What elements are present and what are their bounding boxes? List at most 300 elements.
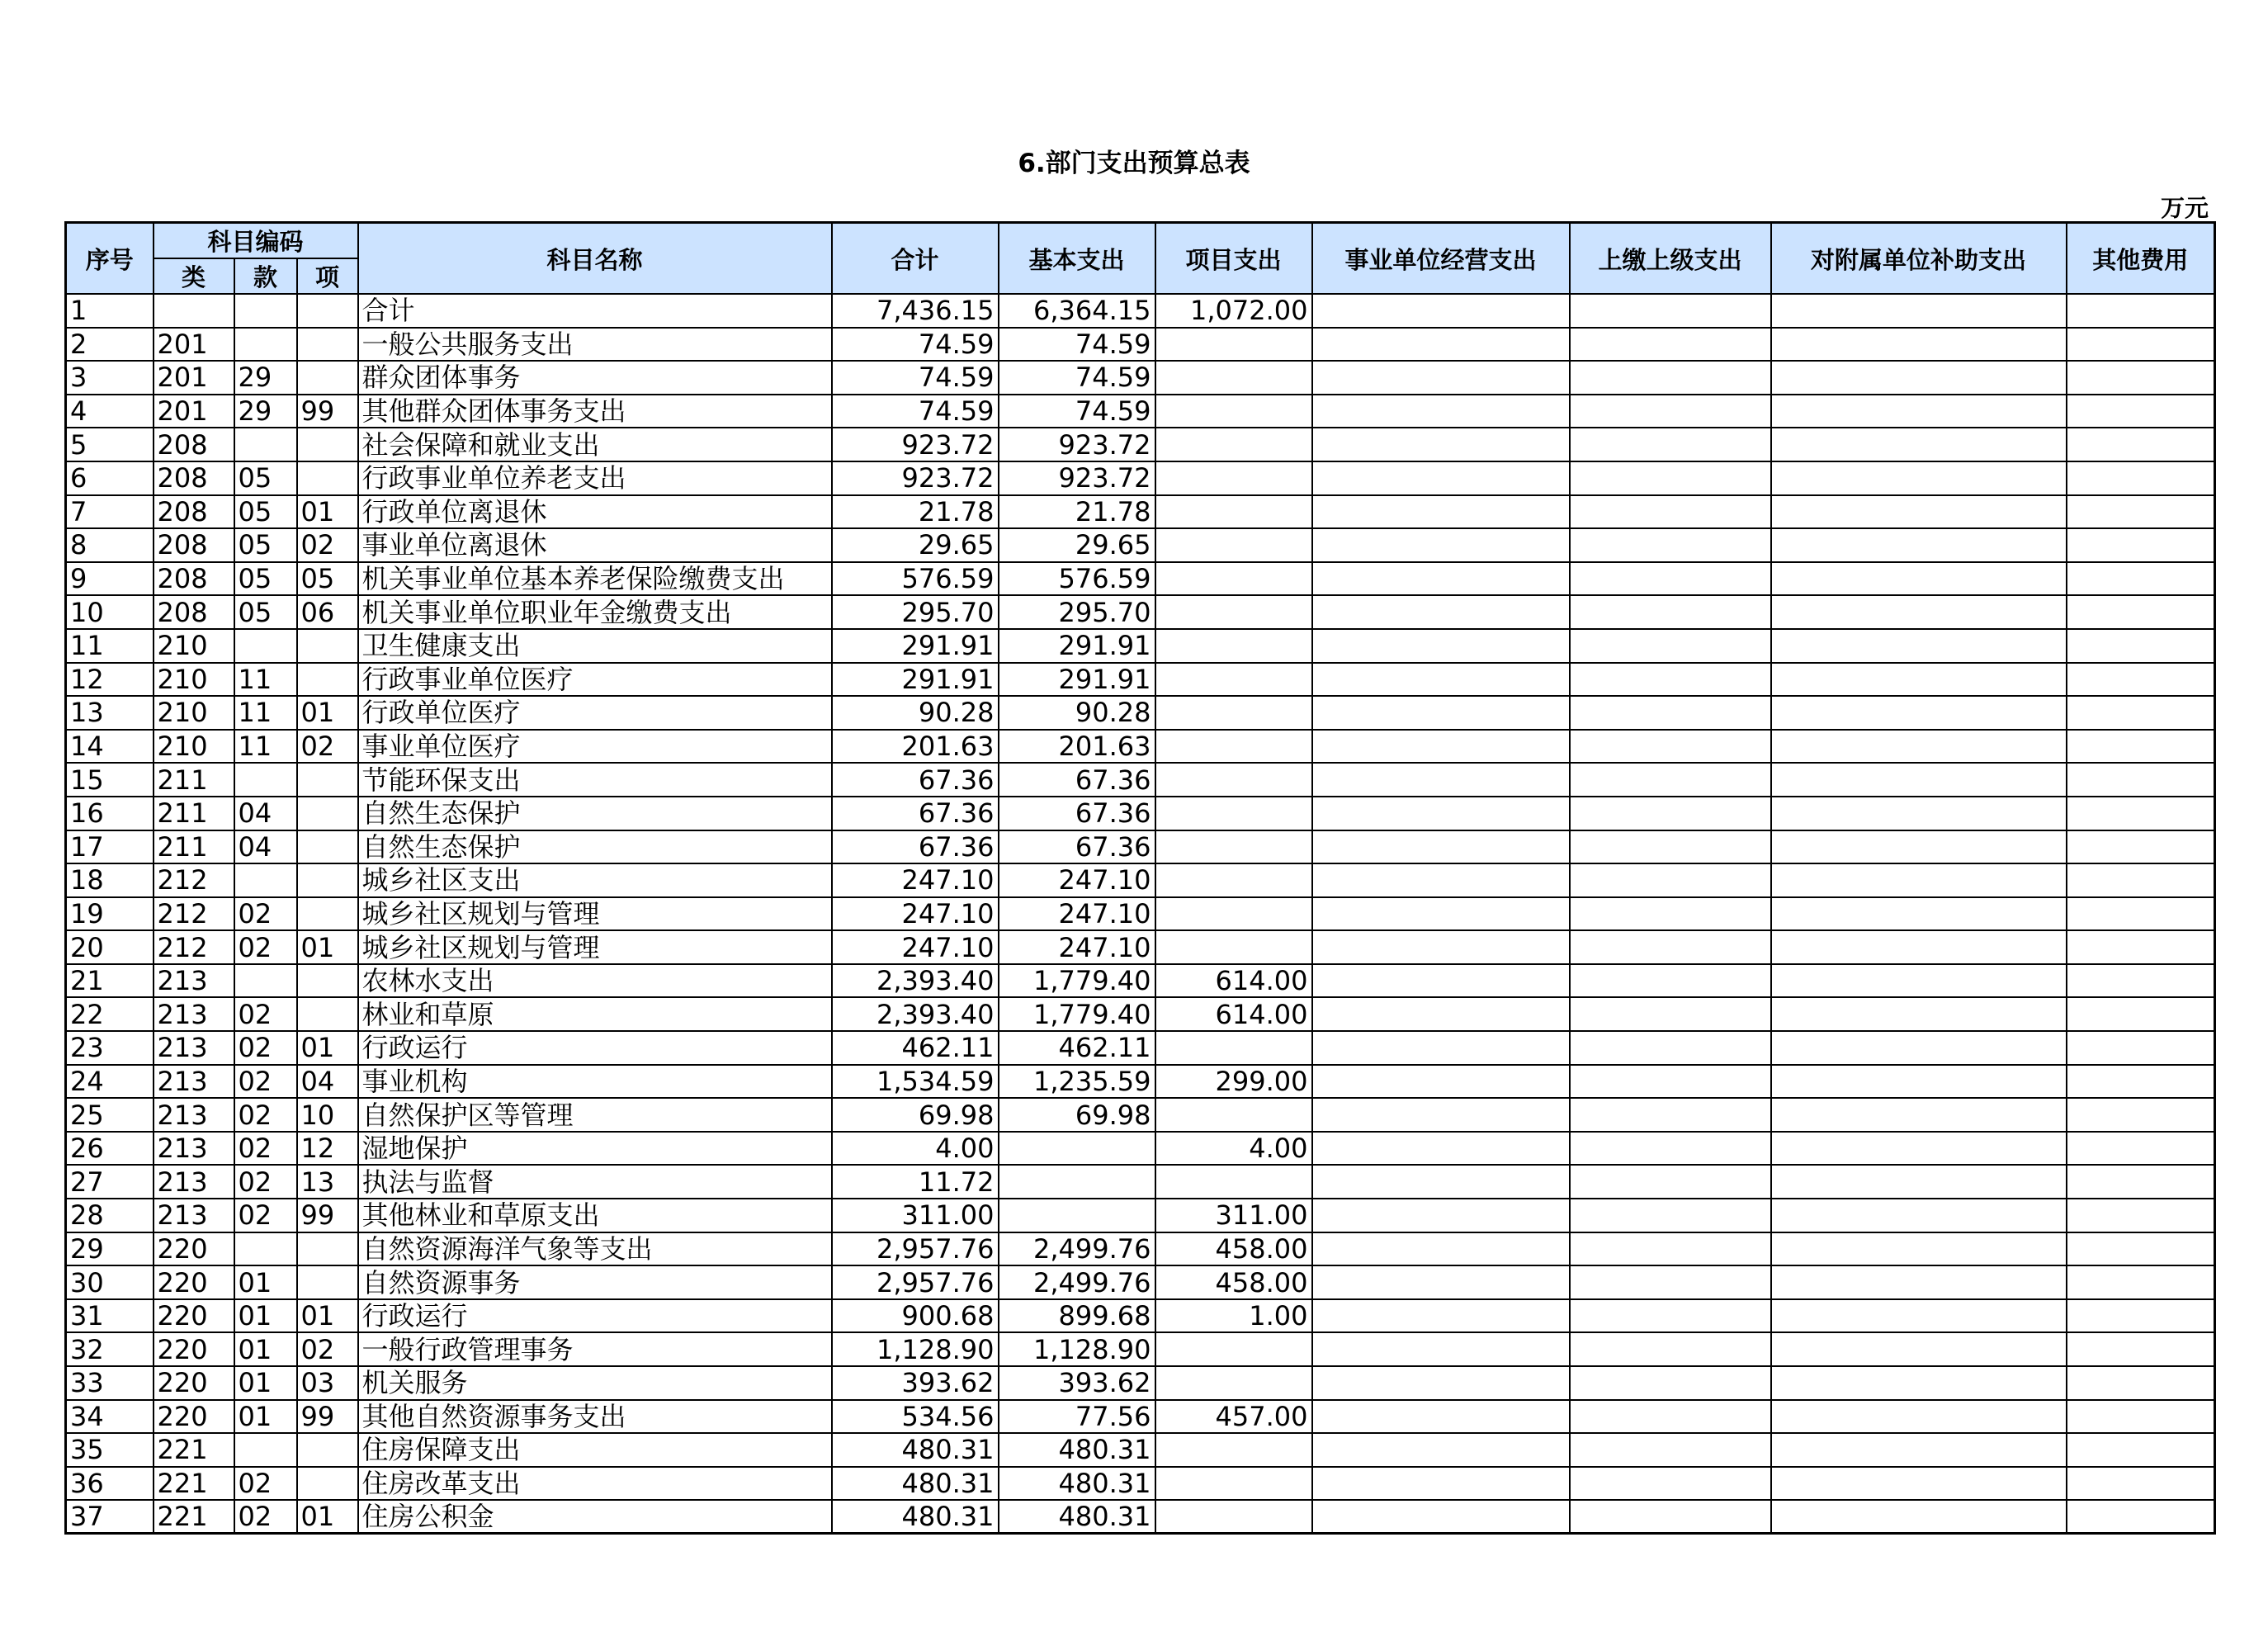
cell-lei: 220 bbox=[154, 1332, 234, 1366]
cell-subsidy bbox=[1771, 328, 2067, 362]
table-row bbox=[66, 1232, 2215, 1266]
cell-business bbox=[1312, 1433, 1570, 1467]
cell-seq: 2 bbox=[66, 328, 154, 362]
cell-subject-name: 行政事业单位医疗 bbox=[358, 663, 832, 697]
cell-lei: 208 bbox=[154, 495, 234, 529]
cell-seq: 9 bbox=[66, 562, 154, 596]
cell-kuan: 05 bbox=[234, 562, 297, 596]
cell-lei: 213 bbox=[154, 1199, 234, 1232]
cell-seq: 28 bbox=[66, 1199, 154, 1232]
cell-total: 2,957.76 bbox=[832, 1232, 999, 1266]
cell-business bbox=[1312, 1332, 1570, 1366]
cell-subsidy bbox=[1771, 1433, 2067, 1467]
cell-subject-name: 群众团体事务 bbox=[358, 361, 832, 395]
cell-lei: 210 bbox=[154, 663, 234, 697]
cell-other bbox=[2067, 294, 2215, 328]
cell-business bbox=[1312, 1500, 1570, 1534]
cell-lei: 213 bbox=[154, 1132, 234, 1166]
cell-subject-name: 行政单位离退休 bbox=[358, 495, 832, 529]
cell-lei: 210 bbox=[154, 696, 234, 730]
cell-basic: 295.70 bbox=[999, 595, 1155, 629]
cell-seq: 21 bbox=[66, 964, 154, 998]
table-row bbox=[66, 328, 2215, 362]
cell-total: 2,393.40 bbox=[832, 997, 999, 1031]
cell-total: 29.65 bbox=[832, 528, 999, 562]
cell-lei: 220 bbox=[154, 1400, 234, 1434]
cell-subject-name: 一般公共服务支出 bbox=[358, 328, 832, 362]
cell-basic: 480.31 bbox=[999, 1433, 1155, 1467]
cell-subject-name: 林业和草原 bbox=[358, 997, 832, 1031]
cell-project: 614.00 bbox=[1155, 997, 1312, 1031]
cell-subsidy bbox=[1771, 964, 2067, 998]
table-row bbox=[66, 1098, 2215, 1132]
cell-seq: 10 bbox=[66, 595, 154, 629]
cell-subsidy bbox=[1771, 1232, 2067, 1266]
cell-seq: 26 bbox=[66, 1132, 154, 1166]
cell-total: 4.00 bbox=[832, 1132, 999, 1166]
cell-total: 480.31 bbox=[832, 1500, 999, 1534]
cell-seq: 23 bbox=[66, 1031, 154, 1065]
cell-project bbox=[1155, 897, 1312, 931]
cell-upper bbox=[1570, 1098, 1771, 1132]
cell-xiang bbox=[297, 897, 358, 931]
cell-xiang bbox=[297, 997, 358, 1031]
cell-other bbox=[2067, 763, 2215, 797]
cell-other bbox=[2067, 797, 2215, 830]
cell-business bbox=[1312, 1065, 1570, 1099]
header-upper: 上缴上级支出 bbox=[1570, 223, 1771, 295]
cell-kuan: 01 bbox=[234, 1265, 297, 1299]
cell-business bbox=[1312, 997, 1570, 1031]
cell-basic: 1,128.90 bbox=[999, 1332, 1155, 1366]
cell-upper bbox=[1570, 294, 1771, 328]
cell-seq: 34 bbox=[66, 1400, 154, 1434]
cell-xiang: 01 bbox=[297, 495, 358, 529]
table-row bbox=[66, 1065, 2215, 1099]
cell-seq: 37 bbox=[66, 1500, 154, 1534]
cell-subsidy bbox=[1771, 1199, 2067, 1232]
cell-xiang: 03 bbox=[297, 1366, 358, 1400]
cell-lei: 221 bbox=[154, 1500, 234, 1534]
cell-kuan: 29 bbox=[234, 395, 297, 428]
cell-kuan: 01 bbox=[234, 1400, 297, 1434]
cell-kuan bbox=[234, 964, 297, 998]
cell-business bbox=[1312, 964, 1570, 998]
cell-kuan bbox=[234, 1433, 297, 1467]
cell-project bbox=[1155, 461, 1312, 495]
cell-lei: 213 bbox=[154, 1165, 234, 1199]
cell-lei: 210 bbox=[154, 629, 234, 663]
table-row bbox=[66, 730, 2215, 764]
cell-business bbox=[1312, 863, 1570, 897]
cell-total: 1,534.59 bbox=[832, 1065, 999, 1099]
cell-upper bbox=[1570, 1199, 1771, 1232]
cell-total: 74.59 bbox=[832, 328, 999, 362]
cell-business bbox=[1312, 1165, 1570, 1199]
cell-kuan: 11 bbox=[234, 663, 297, 697]
cell-seq: 35 bbox=[66, 1433, 154, 1467]
cell-seq: 33 bbox=[66, 1366, 154, 1400]
cell-upper bbox=[1570, 1332, 1771, 1366]
cell-subject-name: 住房改革支出 bbox=[358, 1467, 832, 1501]
cell-basic: 1,779.40 bbox=[999, 997, 1155, 1031]
header-kuan: 款 bbox=[234, 258, 297, 294]
cell-basic: 2,499.76 bbox=[999, 1232, 1155, 1266]
cell-kuan bbox=[234, 1232, 297, 1266]
cell-project bbox=[1155, 1165, 1312, 1199]
cell-other bbox=[2067, 897, 2215, 931]
table-row bbox=[66, 663, 2215, 697]
cell-lei: 213 bbox=[154, 1031, 234, 1065]
cell-xiang: 02 bbox=[297, 730, 358, 764]
cell-project bbox=[1155, 1366, 1312, 1400]
cell-project bbox=[1155, 528, 1312, 562]
cell-xiang bbox=[297, 1265, 358, 1299]
cell-xiang: 01 bbox=[297, 930, 358, 964]
cell-upper bbox=[1570, 1400, 1771, 1434]
cell-basic: 67.36 bbox=[999, 763, 1155, 797]
cell-basic: 480.31 bbox=[999, 1467, 1155, 1501]
cell-business bbox=[1312, 1031, 1570, 1065]
cell-kuan: 02 bbox=[234, 1132, 297, 1166]
cell-upper bbox=[1570, 863, 1771, 897]
cell-business bbox=[1312, 763, 1570, 797]
cell-basic: 291.91 bbox=[999, 663, 1155, 697]
cell-business bbox=[1312, 629, 1570, 663]
table-row bbox=[66, 528, 2215, 562]
cell-xiang bbox=[297, 663, 358, 697]
table-row bbox=[66, 1265, 2215, 1299]
cell-subsidy bbox=[1771, 1299, 2067, 1333]
cell-other bbox=[2067, 1332, 2215, 1366]
cell-xiang bbox=[297, 763, 358, 797]
header-name: 科目名称 bbox=[358, 223, 832, 295]
cell-basic: 67.36 bbox=[999, 830, 1155, 864]
cell-xiang: 04 bbox=[297, 1065, 358, 1099]
cell-basic: 77.56 bbox=[999, 1400, 1155, 1434]
cell-kuan bbox=[234, 763, 297, 797]
cell-subject-name: 机关事业单位基本养老保险缴费支出 bbox=[358, 562, 832, 596]
header-subsidy: 对附属单位补助支出 bbox=[1771, 223, 2067, 295]
cell-subject-name: 其他群众团体事务支出 bbox=[358, 395, 832, 428]
cell-kuan: 05 bbox=[234, 528, 297, 562]
cell-upper bbox=[1570, 1065, 1771, 1099]
cell-subsidy bbox=[1771, 1132, 2067, 1166]
cell-lei: 201 bbox=[154, 395, 234, 428]
cell-subsidy bbox=[1771, 763, 2067, 797]
cell-seq: 20 bbox=[66, 930, 154, 964]
cell-lei: 208 bbox=[154, 595, 234, 629]
cell-subject-name: 合计 bbox=[358, 294, 832, 328]
cell-seq: 5 bbox=[66, 428, 154, 461]
cell-basic: 1,235.59 bbox=[999, 1065, 1155, 1099]
cell-lei: 221 bbox=[154, 1467, 234, 1501]
table-row bbox=[66, 595, 2215, 629]
cell-lei: 212 bbox=[154, 863, 234, 897]
cell-upper bbox=[1570, 763, 1771, 797]
cell-subject-name: 其他自然资源事务支出 bbox=[358, 1400, 832, 1434]
cell-business bbox=[1312, 495, 1570, 529]
cell-xiang: 12 bbox=[297, 1132, 358, 1166]
cell-basic: 480.31 bbox=[999, 1500, 1155, 1534]
cell-upper bbox=[1570, 1467, 1771, 1501]
cell-subsidy bbox=[1771, 629, 2067, 663]
cell-lei: 212 bbox=[154, 897, 234, 931]
cell-business bbox=[1312, 1299, 1570, 1333]
cell-total: 534.56 bbox=[832, 1400, 999, 1434]
cell-subsidy bbox=[1771, 797, 2067, 830]
cell-xiang: 13 bbox=[297, 1165, 358, 1199]
cell-xiang: 10 bbox=[297, 1098, 358, 1132]
cell-upper bbox=[1570, 997, 1771, 1031]
cell-subject-name: 机关服务 bbox=[358, 1366, 832, 1400]
cell-seq: 22 bbox=[66, 997, 154, 1031]
cell-basic: 67.36 bbox=[999, 797, 1155, 830]
cell-project: 299.00 bbox=[1155, 1065, 1312, 1099]
cell-lei: 213 bbox=[154, 1098, 234, 1132]
cell-business bbox=[1312, 897, 1570, 931]
cell-xiang bbox=[297, 461, 358, 495]
cell-seq: 8 bbox=[66, 528, 154, 562]
cell-project bbox=[1155, 696, 1312, 730]
header-business: 事业单位经营支出 bbox=[1312, 223, 1570, 295]
cell-total: 295.70 bbox=[832, 595, 999, 629]
cell-basic: 291.91 bbox=[999, 629, 1155, 663]
cell-project: 614.00 bbox=[1155, 964, 1312, 998]
cell-total: 11.72 bbox=[832, 1165, 999, 1199]
cell-basic: 247.10 bbox=[999, 863, 1155, 897]
cell-basic: 69.98 bbox=[999, 1098, 1155, 1132]
cell-business bbox=[1312, 696, 1570, 730]
cell-subject-name: 农林水支出 bbox=[358, 964, 832, 998]
cell-basic: 201.63 bbox=[999, 730, 1155, 764]
cell-project bbox=[1155, 863, 1312, 897]
cell-other bbox=[2067, 1199, 2215, 1232]
table-row bbox=[66, 562, 2215, 596]
cell-lei: 208 bbox=[154, 428, 234, 461]
cell-seq: 3 bbox=[66, 361, 154, 395]
cell-total: 247.10 bbox=[832, 863, 999, 897]
cell-upper bbox=[1570, 696, 1771, 730]
cell-project bbox=[1155, 1332, 1312, 1366]
cell-subject-name: 一般行政管理事务 bbox=[358, 1332, 832, 1366]
cell-subject-name: 湿地保护 bbox=[358, 1132, 832, 1166]
cell-xiang bbox=[297, 1433, 358, 1467]
cell-total: 576.59 bbox=[832, 562, 999, 596]
cell-xiang: 99 bbox=[297, 395, 358, 428]
table-row bbox=[66, 1500, 2215, 1534]
cell-project bbox=[1155, 328, 1312, 362]
cell-basic: 6,364.15 bbox=[999, 294, 1155, 328]
cell-subsidy bbox=[1771, 461, 2067, 495]
cell-subsidy bbox=[1771, 395, 2067, 428]
cell-project bbox=[1155, 763, 1312, 797]
cell-subject-name: 行政事业单位养老支出 bbox=[358, 461, 832, 495]
cell-seq: 31 bbox=[66, 1299, 154, 1333]
cell-upper bbox=[1570, 1265, 1771, 1299]
header-other: 其他费用 bbox=[2067, 223, 2215, 295]
cell-subsidy bbox=[1771, 528, 2067, 562]
cell-lei: 211 bbox=[154, 830, 234, 864]
table-row bbox=[66, 1299, 2215, 1333]
cell-subsidy bbox=[1771, 495, 2067, 529]
cell-total: 311.00 bbox=[832, 1199, 999, 1232]
cell-xiang: 06 bbox=[297, 595, 358, 629]
cell-seq: 12 bbox=[66, 663, 154, 697]
cell-upper bbox=[1570, 1232, 1771, 1266]
cell-xiang: 99 bbox=[297, 1199, 358, 1232]
cell-other bbox=[2067, 1433, 2215, 1467]
cell-total: 923.72 bbox=[832, 461, 999, 495]
cell-upper bbox=[1570, 1031, 1771, 1065]
cell-upper bbox=[1570, 361, 1771, 395]
cell-xiang: 02 bbox=[297, 528, 358, 562]
cell-kuan bbox=[234, 629, 297, 663]
cell-xiang: 01 bbox=[297, 1500, 358, 1534]
cell-upper bbox=[1570, 797, 1771, 830]
cell-kuan bbox=[234, 863, 297, 897]
table-row bbox=[66, 696, 2215, 730]
cell-upper bbox=[1570, 328, 1771, 362]
cell-subject-name: 自然资源海洋气象等支出 bbox=[358, 1232, 832, 1266]
cell-project bbox=[1155, 1031, 1312, 1065]
cell-lei: 220 bbox=[154, 1366, 234, 1400]
cell-lei: 211 bbox=[154, 797, 234, 830]
cell-kuan: 05 bbox=[234, 495, 297, 529]
cell-seq: 27 bbox=[66, 1165, 154, 1199]
cell-xiang bbox=[297, 361, 358, 395]
header-seq: 序号 bbox=[66, 223, 154, 295]
cell-xiang bbox=[297, 629, 358, 663]
cell-other bbox=[2067, 495, 2215, 529]
cell-total: 480.31 bbox=[832, 1467, 999, 1501]
cell-subsidy bbox=[1771, 562, 2067, 596]
cell-kuan: 04 bbox=[234, 797, 297, 830]
cell-lei: 212 bbox=[154, 930, 234, 964]
cell-subject-name: 城乡社区规划与管理 bbox=[358, 930, 832, 964]
cell-xiang bbox=[297, 830, 358, 864]
cell-total: 69.98 bbox=[832, 1098, 999, 1132]
cell-project bbox=[1155, 663, 1312, 697]
cell-basic: 899.68 bbox=[999, 1299, 1155, 1333]
cell-subject-name: 自然资源事务 bbox=[358, 1265, 832, 1299]
cell-business bbox=[1312, 663, 1570, 697]
header-basic: 基本支出 bbox=[999, 223, 1155, 295]
cell-project bbox=[1155, 930, 1312, 964]
cell-upper bbox=[1570, 562, 1771, 596]
cell-xiang bbox=[297, 428, 358, 461]
table-row bbox=[66, 1165, 2215, 1199]
budget-table bbox=[64, 221, 2216, 1535]
cell-total: 2,957.76 bbox=[832, 1265, 999, 1299]
cell-seq: 18 bbox=[66, 863, 154, 897]
cell-subsidy bbox=[1771, 897, 2067, 931]
cell-business bbox=[1312, 1232, 1570, 1266]
cell-subsidy bbox=[1771, 1500, 2067, 1534]
cell-subsidy bbox=[1771, 696, 2067, 730]
cell-total: 291.91 bbox=[832, 629, 999, 663]
table-row bbox=[66, 428, 2215, 461]
cell-kuan: 04 bbox=[234, 830, 297, 864]
cell-subject-name: 住房保障支出 bbox=[358, 1433, 832, 1467]
table-row bbox=[66, 1366, 2215, 1400]
cell-business bbox=[1312, 294, 1570, 328]
cell-upper bbox=[1570, 930, 1771, 964]
cell-xiang: 01 bbox=[297, 1031, 358, 1065]
cell-subsidy bbox=[1771, 428, 2067, 461]
cell-upper bbox=[1570, 897, 1771, 931]
cell-lei: 210 bbox=[154, 730, 234, 764]
cell-other bbox=[2067, 863, 2215, 897]
cell-lei: 208 bbox=[154, 461, 234, 495]
cell-business bbox=[1312, 1265, 1570, 1299]
cell-basic: 74.59 bbox=[999, 361, 1155, 395]
table-row bbox=[66, 1433, 2215, 1467]
cell-subsidy bbox=[1771, 1098, 2067, 1132]
table-row bbox=[66, 797, 2215, 830]
cell-subject-name: 社会保障和就业支出 bbox=[358, 428, 832, 461]
cell-subsidy bbox=[1771, 1265, 2067, 1299]
cell-other bbox=[2067, 730, 2215, 764]
cell-total: 201.63 bbox=[832, 730, 999, 764]
cell-other bbox=[2067, 830, 2215, 864]
cell-business bbox=[1312, 395, 1570, 428]
cell-kuan: 02 bbox=[234, 1065, 297, 1099]
cell-subject-name: 住房公积金 bbox=[358, 1500, 832, 1534]
cell-basic bbox=[999, 1199, 1155, 1232]
cell-lei bbox=[154, 294, 234, 328]
cell-xiang: 02 bbox=[297, 1332, 358, 1366]
cell-project: 4.00 bbox=[1155, 1132, 1312, 1166]
cell-subject-name: 事业单位医疗 bbox=[358, 730, 832, 764]
cell-seq: 24 bbox=[66, 1065, 154, 1099]
header-code-group: 科目编码 bbox=[154, 223, 358, 259]
cell-subsidy bbox=[1771, 1165, 2067, 1199]
cell-subject-name: 节能环保支出 bbox=[358, 763, 832, 797]
cell-project: 1.00 bbox=[1155, 1299, 1312, 1333]
cell-total: 291.91 bbox=[832, 663, 999, 697]
cell-other bbox=[2067, 395, 2215, 428]
cell-other bbox=[2067, 595, 2215, 629]
table-row bbox=[66, 997, 2215, 1031]
cell-xiang: 01 bbox=[297, 1299, 358, 1333]
table-row bbox=[66, 830, 2215, 864]
cell-other bbox=[2067, 428, 2215, 461]
cell-seq: 30 bbox=[66, 1265, 154, 1299]
cell-business bbox=[1312, 1098, 1570, 1132]
cell-other bbox=[2067, 1031, 2215, 1065]
cell-upper bbox=[1570, 629, 1771, 663]
cell-xiang: 05 bbox=[297, 562, 358, 596]
cell-lei: 201 bbox=[154, 328, 234, 362]
cell-xiang bbox=[297, 294, 358, 328]
cell-kuan bbox=[234, 294, 297, 328]
cell-other bbox=[2067, 1366, 2215, 1400]
header-project: 项目支出 bbox=[1155, 223, 1312, 295]
cell-subject-name: 事业单位离退休 bbox=[358, 528, 832, 562]
cell-seq: 15 bbox=[66, 763, 154, 797]
cell-total: 74.59 bbox=[832, 361, 999, 395]
cell-subject-name: 其他林业和草原支出 bbox=[358, 1199, 832, 1232]
table-row bbox=[66, 1031, 2215, 1065]
cell-kuan: 02 bbox=[234, 1199, 297, 1232]
cell-subject-name: 自然生态保护 bbox=[358, 797, 832, 830]
cell-business bbox=[1312, 361, 1570, 395]
cell-upper bbox=[1570, 461, 1771, 495]
cell-business bbox=[1312, 428, 1570, 461]
cell-basic: 393.62 bbox=[999, 1366, 1155, 1400]
cell-seq: 6 bbox=[66, 461, 154, 495]
